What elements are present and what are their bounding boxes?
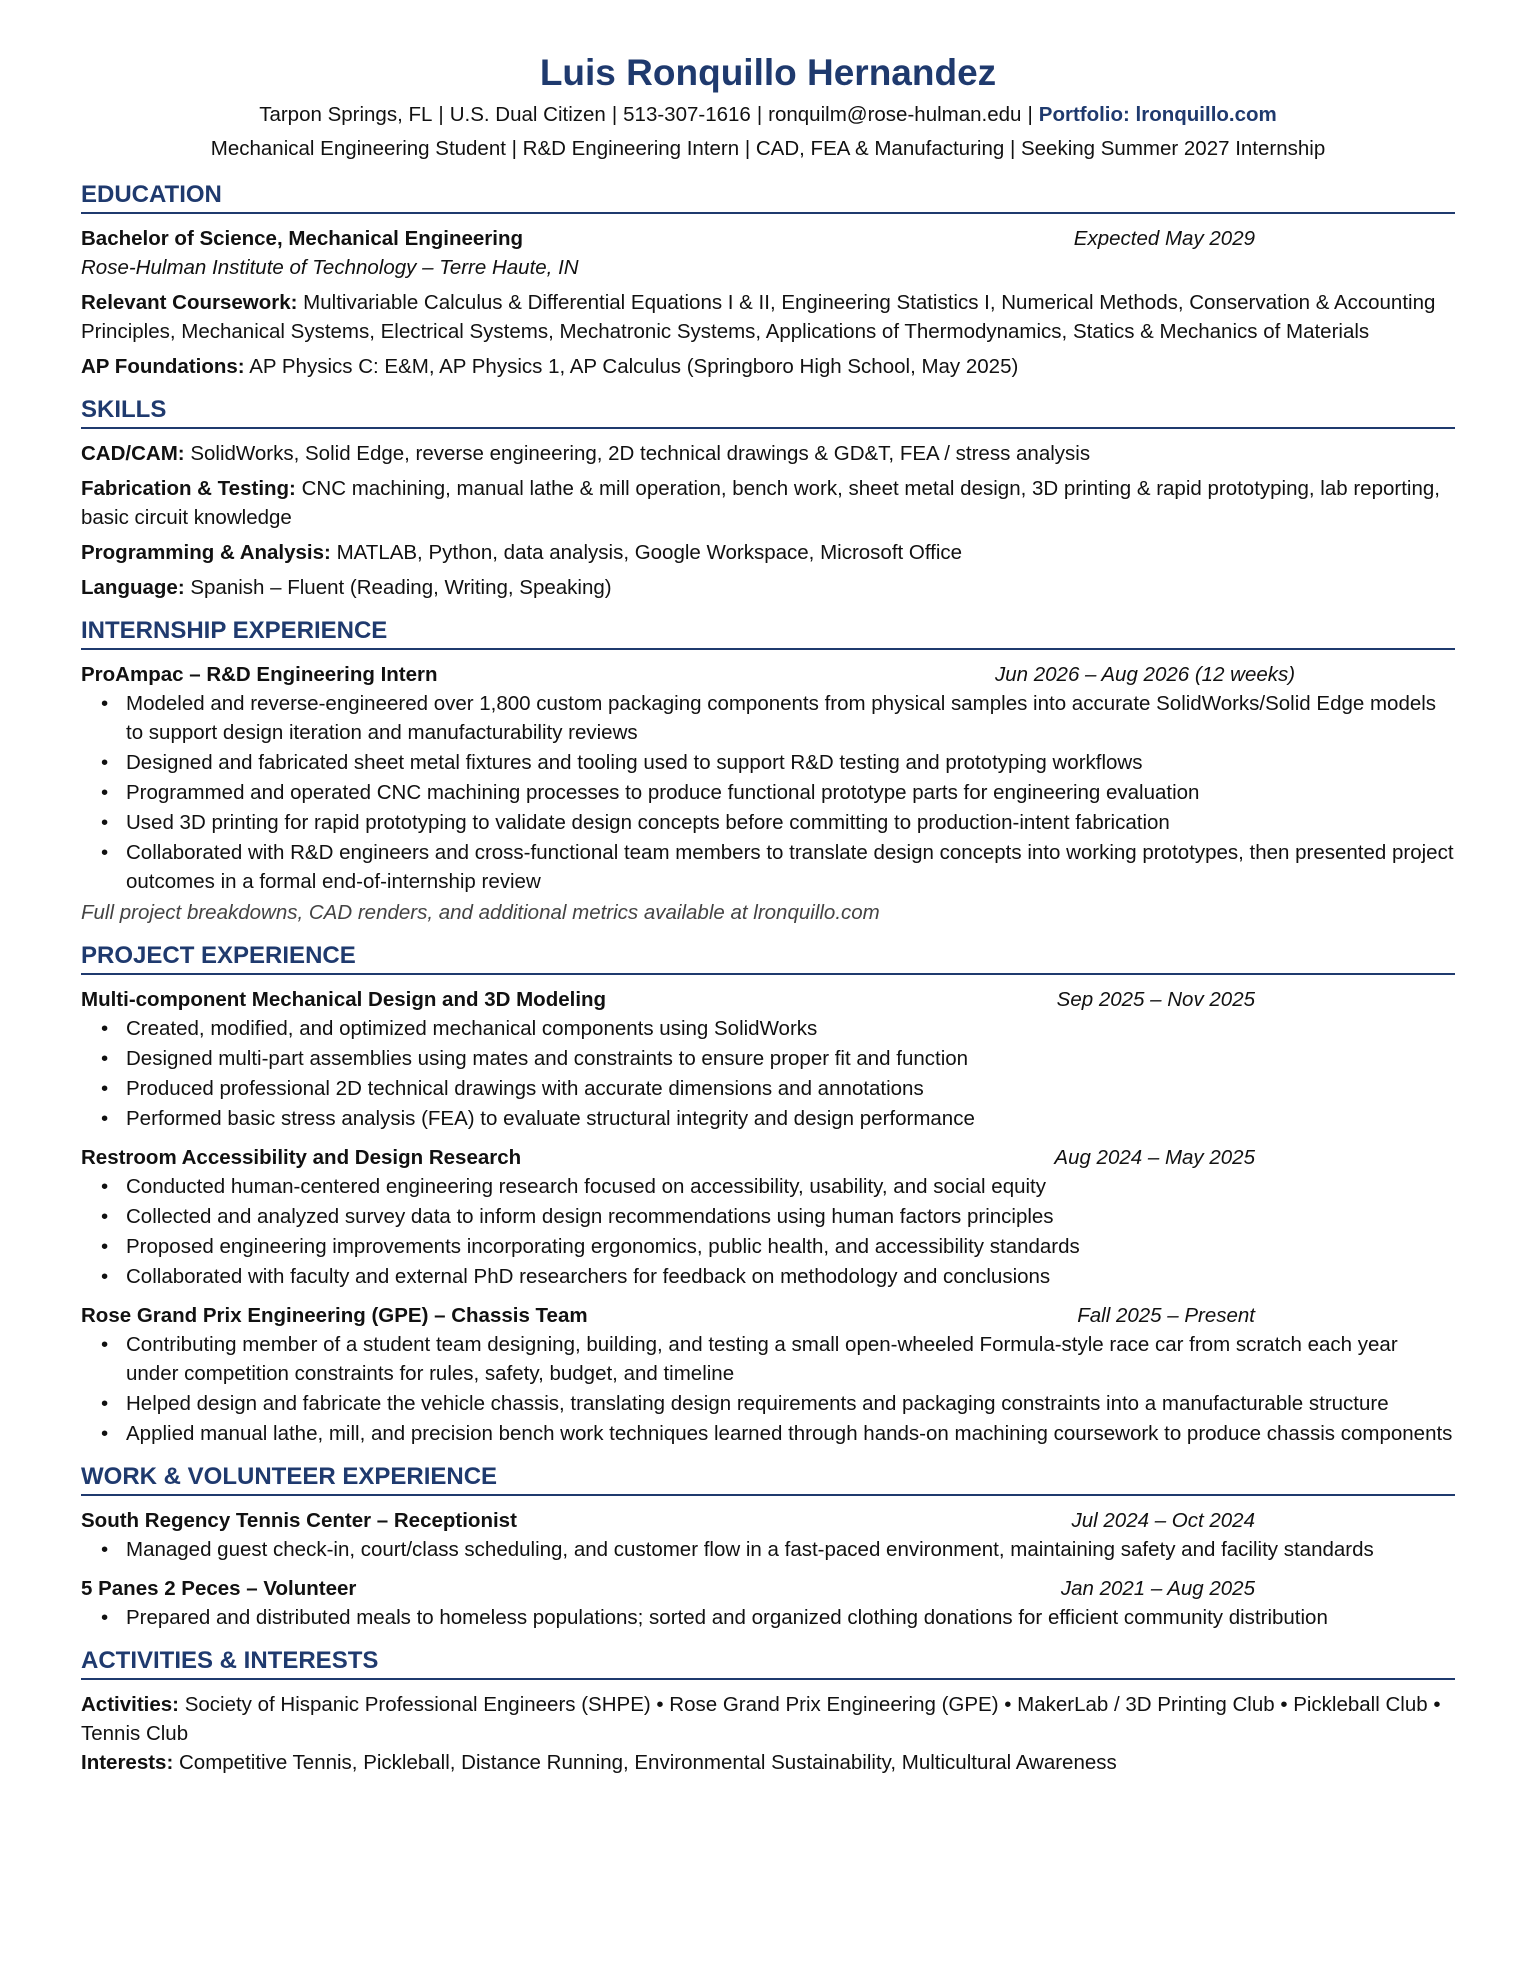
skill-row <box>81 538 1455 567</box>
entry-header <box>81 1574 1455 1603</box>
projects-entry <box>81 985 1455 1133</box>
entry-header <box>81 1506 1455 1535</box>
bullet-item: • Conducted human-centered engineering research focused on accessibility, usability, and social equity <box>126 1172 1455 1201</box>
bullet-item: • Applied manual lathe, mill, and precision bench work techniques learned through hands-on machining coursework to produce chassis components <box>126 1419 1455 1448</box>
section-internship-title: INTERNSHIP EXPERIENCE <box>81 616 1455 650</box>
skill-label: CAD/CAM: <box>81 442 185 465</box>
entry-title: Multi-component Mechanical Design and 3D Modeling <box>81 988 607 1011</box>
skill-row <box>81 439 1455 468</box>
section-projects-title: PROJECT EXPERIENCE <box>81 941 1455 975</box>
entry-header <box>81 1301 1455 1330</box>
entry-bullets <box>81 1172 1455 1291</box>
school: Rose-Hulman Institute of Technology – Terre Haute, IN <box>81 256 579 279</box>
citizenship: U.S. Dual Citizen <box>449 103 606 126</box>
ap-text: AP Physics C: E&M, AP Physics 1, AP Calculus (Springboro High School, May 2025) <box>249 355 1019 378</box>
email-link[interactable]: ronquilm@rose-hulman.edu <box>768 103 1022 126</box>
projects-list <box>81 985 1455 1448</box>
education-row <box>81 224 1455 253</box>
entry-date: Aug 2024 – May 2025 <box>1054 1146 1255 1169</box>
entry-bullets <box>81 1603 1455 1632</box>
internship-row <box>81 660 1455 689</box>
portfolio-link[interactable]: Portfolio: lronquillo.com <box>1038 103 1277 126</box>
bullet-item: • Programmed and operated CNC machining processes to produce functional prototype parts for engineering evaluation <box>126 778 1455 807</box>
entry-date: Sep 2025 – Nov 2025 <box>1056 988 1255 1011</box>
section-education-title: EDUCATION <box>81 180 1455 214</box>
bullet-item: • Used 3D printing for rapid prototyping to validate design concepts before committing to production-intent fabrication <box>126 808 1455 837</box>
activities-text: Society of Hispanic Professional Engineers (SHPE) • Rose Grand Prix Engineering (GPE) • MakerLab / 3D Printing Club • Pickleball Club • Tennis Club <box>81 1693 1441 1745</box>
entry-date: Fall 2025 – Present <box>1077 1304 1255 1327</box>
bullet-item: • Created, modified, and optimized mechanical components using SolidWorks <box>126 1014 1455 1043</box>
section-activities-title: ACTIVITIES & INTERESTS <box>81 1646 1455 1680</box>
entry-title: Restroom Accessibility and Design Research <box>81 1146 522 1169</box>
entry-title: South Regency Tennis Center – Receptionist <box>81 1509 517 1532</box>
bullet-item: • Proposed engineering improvements incorporating ergonomics, public health, and accessibility standards <box>126 1232 1455 1261</box>
bullet-item: • Helped design and fabricate the vehicle chassis, translating design requirements and packaging constraints into a manufacturable structure <box>126 1389 1455 1418</box>
entry-date: Jul 2024 – Oct 2024 <box>1071 1509 1255 1532</box>
entry-header <box>81 985 1455 1014</box>
skill-label: Programming & Analysis: <box>81 541 331 564</box>
internship-role: ProAmpac – R&D Engineering Intern <box>81 663 438 686</box>
skill-row <box>81 474 1455 532</box>
bullet-item: • Contributing member of a student team designing, building, and testing a small open-wheeled Formula-style race car from scratch each year under competition constraints for rules, safety, budget, and timeline <box>126 1330 1455 1388</box>
activities-label: Activities: <box>81 1693 179 1716</box>
candidate-name: Luis Ronquillo Hernandez <box>539 52 997 93</box>
separator: | <box>438 103 444 126</box>
entry-header <box>81 1143 1455 1172</box>
entry-date: Jan 2021 – Aug 2025 <box>1060 1577 1255 1600</box>
degree: Bachelor of Science, Mechanical Engineering <box>81 227 524 250</box>
skill-row <box>81 573 1455 602</box>
separator: | <box>756 103 763 126</box>
entry-title: Rose Grand Prix Engineering (GPE) – Chassis Team <box>81 1304 588 1327</box>
resume-content <box>81 48 1455 1777</box>
bullet-item: • Produced professional 2D technical drawings with accurate dimensions and annotations <box>126 1074 1455 1103</box>
bullet-item: • Prepared and distributed meals to homeless populations; sorted and organized clothing donations for efficient community distribution <box>126 1603 1455 1632</box>
headline: Mechanical Engineering Student | R&D Engineering Intern | CAD, FEA & Manufacturing | Seeking Summer 2027 Internship <box>210 137 1326 160</box>
skill-value: CNC machining, manual lathe & mill operation, bench work, sheet metal design, 3D printing & rapid prototyping, lab reporting, basic circuit knowledge <box>81 477 1440 529</box>
interests-text: Competitive Tennis, Pickleball, Distance Running, Environmental Sustainability, Multicultural Awareness <box>178 1751 1117 1774</box>
coursework <box>81 288 1455 346</box>
bullet-item: • Performed basic stress analysis (FEA) to evaluate structural integrity and design performance <box>126 1104 1455 1133</box>
resume-header <box>81 48 1455 166</box>
skill-value: SolidWorks, Solid Edge, reverse engineering, 2D technical drawings & GD&T, FEA / stress analysis <box>190 442 1091 465</box>
entry-bullets <box>81 1535 1455 1564</box>
work-list <box>81 1506 1455 1632</box>
projects-entry <box>81 1301 1455 1448</box>
portfolio-note: Full project breakdowns, CAD renders, and additional metrics available at lronquillo.com <box>81 901 880 924</box>
entry-bullets <box>81 1014 1455 1133</box>
internship-date: Jun 2026 – Aug 2026 (12 weeks) <box>995 663 1296 686</box>
bullet-item: • Designed multi-part assemblies using mates and constraints to ensure proper fit and function <box>126 1044 1455 1073</box>
skill-value: Spanish – Fluent (Reading, Writing, Speaking) <box>190 576 612 599</box>
education-date: Expected May 2029 <box>1073 227 1255 250</box>
section-work-title: WORK & VOLUNTEER EXPERIENCE <box>81 1462 1455 1496</box>
bullet-item: • Designed and fabricated sheet metal fixtures and tooling used to support R&D testing and prototyping workflows <box>126 748 1455 777</box>
work-entry <box>81 1574 1455 1632</box>
interests-line <box>81 1748 1455 1777</box>
coursework-label: Relevant Coursework: <box>81 291 298 314</box>
bullet-item: • Collaborated with R&D engineers and cross-functional team members to translate design concepts into working prototypes, then presented project outcomes in a formal end-of-internship review <box>126 838 1455 896</box>
entry-title: 5 Panes 2 Peces – Volunteer <box>81 1577 357 1600</box>
coursework-text: Multivariable Calculus & Differential Equations I & II, Engineering Statistics I, Numerical Methods, Conservation & Accounting Principles, Mechanical Systems, Electrical Systems, Mechatronic Systems, Applications of Thermodynamics, Statics & Mechanics of Materials <box>81 291 1436 343</box>
phone: 513-307-1616 <box>623 103 751 126</box>
skill-value: MATLAB, Python, data analysis, Google Workspace, Microsoft Office <box>336 541 963 564</box>
skill-label: Language: <box>81 576 185 599</box>
ap-label: AP Foundations: <box>81 355 245 378</box>
bullet-item: • Collaborated with faculty and external PhD researchers for feedback on methodology and conclusions <box>126 1262 1455 1291</box>
entry-bullets <box>81 1330 1455 1448</box>
bullet-item: • Modeled and reverse-engineered over 1,800 custom packaging components from physical samples into accurate SolidWorks/Solid Edge models to support design iteration and manufacturability reviews <box>126 689 1455 747</box>
projects-entry <box>81 1143 1455 1291</box>
interests-label: Interests: <box>81 1751 174 1774</box>
work-entry <box>81 1506 1455 1564</box>
ap-foundations <box>81 352 1455 381</box>
skills-list <box>81 439 1455 602</box>
internship-bullets <box>81 689 1455 896</box>
contact-line <box>81 98 1455 132</box>
skill-label: Fabrication & Testing: <box>81 477 296 500</box>
bullet-item: • Managed guest check-in, court/class scheduling, and customer flow in a fast-paced environment, maintaining safety and facility standards <box>126 1535 1455 1564</box>
bullet-item: • Collected and analyzed survey data to inform design recommendations using human factors principles <box>126 1202 1455 1231</box>
separator: | <box>1027 103 1033 126</box>
location: Tarpon Springs, FL <box>259 103 433 126</box>
separator: | <box>611 103 618 126</box>
activities-line <box>81 1690 1455 1748</box>
section-skills-title: SKILLS <box>81 395 1455 429</box>
